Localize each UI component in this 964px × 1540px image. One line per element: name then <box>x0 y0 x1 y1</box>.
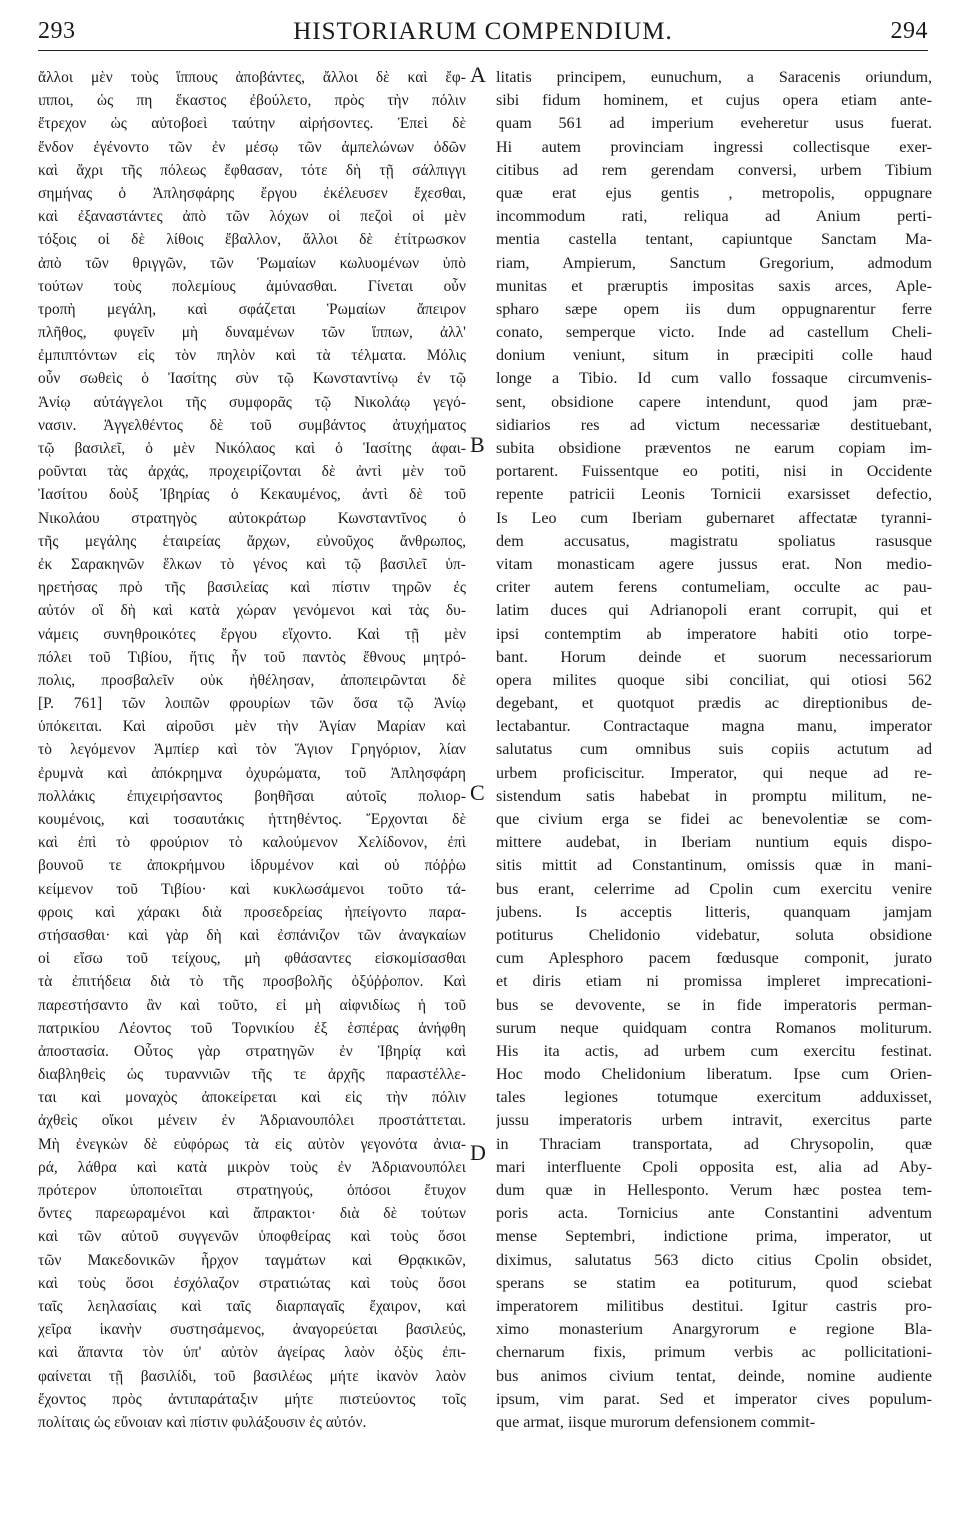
greek-line: σημήνας ὁ Ἀπλησφάρης ἔργου ἐκέλευσεν ἔχεσθαι, <box>38 184 466 202</box>
greek-line: τῶν Μακεδονικῶν ἦρχον ταγμάτων καὶ Θρᾳκικῶν, <box>38 1251 466 1269</box>
latin-line: quæ erat ejus gentis , metropolis, oppugnare <box>496 184 932 202</box>
greek-line: διαβληθεὶς ὡς τυραννιῶν τῆς τε ἀρχῆς παραστέλλε- <box>38 1066 466 1084</box>
greek-line: ἔτρεχον ὡς αὐτοβοεὶ ταύτην αἱρήσοντες. Ἐπεὶ δὲ <box>38 115 466 133</box>
latin-line: Is Leo cum Iberiam gubernaret affectatæ tyranni- <box>496 509 932 527</box>
latin-line: sent, obsidione capere intendunt, quod jam præ- <box>496 393 932 411</box>
greek-line: ται καὶ μοναχὸς ἀποκείρεται καὶ εἰς τὴν πόλιν <box>38 1089 466 1107</box>
greek-line: Νικολάου στρατηγὸς αὐτοκράτωρ Κωνσταντῖνος ὁ <box>38 509 466 527</box>
latin-line: lectabantur. Contractaque magna manu, imperator <box>496 718 932 736</box>
latin-line: ipsum, vim parat. Sed et imperator cives populum- <box>496 1390 932 1408</box>
latin-line: jussu imperatoris urbem intravit, exercitus parte <box>496 1112 932 1130</box>
latin-text-column <box>496 66 932 1434</box>
greek-line: πόλει τοῦ Τιβίου, ἥτις ἦν τοῦ παντὸς ἔθνους μητρό- <box>38 648 466 666</box>
greek-line: τροπὴ μεγάλη, καὶ σφάζεται Ῥωμαίων ἄπειρον <box>38 300 466 318</box>
latin-line: sibi fidum hominem, et cujus opera etiam ante- <box>496 92 932 110</box>
latin-line: Hi autem provinciam ingressi collectisque exer- <box>496 138 932 156</box>
greek-line: τὰ ἐπιτήδεια διὰ τὸ τῆς προσβολῆς ὀξύῤῥοπον. Καὶ <box>38 973 466 991</box>
greek-line: ἐμπιπτόντων εἰς τὸν πηλὸν καὶ τὰ τέλματα. Μόλις <box>38 347 466 365</box>
latin-line: sistendum satis habebat in promptu militum, ne- <box>496 787 932 805</box>
greek-line: ροῦνται τὰς ἀρχάς, προχειρίζονται δὲ ἀντὶ μὲν τοῦ <box>38 463 466 481</box>
latin-line: incommodum rati, reliqua ad Anium perti- <box>496 208 932 226</box>
running-title: HISTORIARUM COMPENDIUM. <box>293 18 673 45</box>
greek-line: πρότερον ὑποποιεῖται στρατηγούς, ὁπόσοι ἔτυχον <box>38 1182 466 1199</box>
latin-line: His ita actis, ad urbem cum exercitu festinat. <box>496 1042 932 1060</box>
latin-line: urbem proficiscitur. Imperator, qui neque ad re- <box>496 764 932 782</box>
latin-line: tales legiones totumque exercitum adduxisset, <box>496 1089 932 1107</box>
greek-line: παρεστήσαντο ἂν καὶ τοῦτο, εἰ μὴ αἰφνιδίως ἡ τοῦ <box>38 996 466 1014</box>
latin-line: dem accusatus, magistratu spoliatus rasusque <box>496 532 932 550</box>
greek-line: πατρικίου Λέοντος τοῦ Τορνικίου ἐξ ἑσπέρας ἀνήφθη <box>38 1019 466 1037</box>
latin-line: et diris etiam ni promissa impleret imprecationi- <box>496 973 932 991</box>
latin-line: repente patricii Leonis Tornicii exarsisset defectio, <box>496 486 932 504</box>
margin-marker-b: B <box>470 432 485 457</box>
latin-line: que civium erga se fidei ac benevolentiæ se com- <box>496 811 932 828</box>
page-number-right: 294 <box>890 18 928 44</box>
latin-line: que armat, iisque murorum defensionem commit- <box>496 1413 816 1431</box>
greek-line: αὐτόν οἳ δὴ καὶ κατὰ χώραν γενόμενοι καὶ τὰς δυ- <box>38 602 466 620</box>
greek-line: χεῖρα ἱκανὴν συστησάμενος, ἀναγορεύεται βασιλεύς, <box>38 1321 466 1339</box>
greek-line: καὶ τῶν αὐτοῦ συγγενῶν ὑποφθείρας καὶ τοὺς ὅσοι <box>38 1228 466 1246</box>
greek-line: ἐρυμνὰ καὶ ἀπόκρημνα ὀχυρώματα, τοῦ Ἀπλησφάρη <box>38 764 466 782</box>
latin-line: potiturus Chelidonio videbatur, soluta obsidione <box>496 926 932 944</box>
latin-line: bus animos civium tentat, deinde, nomine audiente <box>496 1367 932 1385</box>
latin-line: litatis principem, eunuchum, a Saracenis oriundum, <box>496 69 932 86</box>
greek-line: τόξοις οἱ δὲ λίθοις ἔβαλλον, ἄλλοι δὲ ἐτίτρωσκον <box>38 231 466 249</box>
greek-line: οὖν σωθεὶς ὁ Ἰασίτης σὺν τῷ Κωνσταντίνῳ ἐν τῷ <box>38 370 466 388</box>
greek-line: καὶ ἅπαντα τὸν ὑπ' αὐτὸν ἀγείρας λαὸν ὀξὺς ἐπι- <box>38 1344 466 1362</box>
greek-line: ἄλλοι μὲν τοὺς ἵππους ἀποβάντες, ἄλλοι δὲ καὶ ἔφ- <box>38 69 466 86</box>
latin-line: cum Aplesphoro pacem fœdusque componit, jurato <box>496 950 932 968</box>
greek-line: φροις καὶ χάρακι διὰ προσεδρείας ἠπείγοντο παρα- <box>38 903 466 921</box>
greek-line: βουνοῦ τε ἀποκρήμνου ἱδρυμένον καὶ οὐ πόῤῥω <box>38 857 466 875</box>
greek-line: πλῆθος, φυγεῖν μὴ δυναμένων τῶν ἵππων, ἀλλ' <box>38 324 466 342</box>
latin-line: poris acta. Tornicius ante Constantini adventum <box>496 1205 932 1223</box>
latin-line: bant. Horum deinde et suorum necessariorum <box>496 648 932 666</box>
latin-line: quam 561 ad imperium eveheretur usus fuerat. <box>496 115 932 133</box>
greek-line: ἀποστασία. Οὗτος γὰρ στρατηγῶν ἐν Ἰβηρίᾳ καὶ <box>38 1042 466 1060</box>
latin-line: criter autem ferens contumeliam, occulte ac pau- <box>496 579 932 597</box>
greek-line: ἐκ Σαρακηνῶν ἕλκων τὸ γένος καὶ τῷ βασιλεῖ ὑπ- <box>38 555 466 573</box>
latin-line: opera milites quoque sibi conciliat, qui otiosi 562 <box>496 671 932 689</box>
latin-line: mittere audebat, in Iberiam nuntium equis dispo- <box>496 834 932 852</box>
latin-line: munitas et præruptis impositas saxis arces, Aple- <box>496 277 932 295</box>
latin-line: portarent. Fuissentque eo potiti, nisi in Occidente <box>496 463 932 481</box>
latin-line: degebant, et quotquot prædis ac direptionibus de- <box>496 695 932 713</box>
greek-line: ἔχοντος πρὸς ἀντιπαράταξιν μήτε πιστεύοντος τοῖς <box>38 1390 466 1408</box>
latin-line: bus erant, celerrime ad Cpolin cum exercitu venire <box>496 880 932 898</box>
greek-line: ἔνδον ἐγένοντο τῶν ἐν μέσῳ τῶν ἀμπελώνων ὁδῶν <box>38 138 466 156</box>
latin-line: imperatorem militibus destitui. Igitur castris pro- <box>496 1297 932 1315</box>
greek-line: ὑπόκειται. Καὶ αἱροῦσι μὲν τὴν Ἁγίαν Μαρίαν καὶ <box>38 718 466 736</box>
greek-line: ρά, λάθρα καὶ κατὰ μικρὸν τοὺς ἐν Ἀδριανουπόλει <box>38 1158 466 1176</box>
latin-line: latim duces qui Adrianopoli erant corrupit, qui et <box>496 602 932 620</box>
latin-line: in Thraciam transportata, ad Chrysopolin, quæ <box>496 1135 932 1153</box>
latin-line: donium veniunt, situm in præcipiti colle haud <box>496 347 932 365</box>
greek-line: πολίταις ὡς εὔνοιαν καὶ πίστιν φυλάξουσιν ἐς αὐτόν. <box>38 1413 367 1431</box>
greek-line: ἀχθεὶς οἴκοι μένειν ἐν Ἀδριανουπόλει προστάττεται. <box>38 1112 466 1130</box>
greek-line: καὶ ἐξαναστάντες ἀπὸ τῶν λόχων οἱ πεζοὶ οἱ μὲν <box>38 208 466 226</box>
greek-line: ὄντες παρεωραμένοι καὶ ἄπρακτοι· διὰ δὲ τούτων <box>38 1205 466 1223</box>
greek-line: Ἀνίῳ αὐτάγγελοι τῆς συμφορᾶς τῷ Νικολάῳ γεγό- <box>38 393 466 411</box>
latin-line: mense Septembri, indictione prima, imperator, ut <box>496 1228 932 1246</box>
header-rule <box>38 50 928 51</box>
greek-line: κουμένοις, καὶ τοσαυτάκις ἡττηθέντος. Ἔρχονται δὲ <box>38 811 466 828</box>
latin-line: vitam monasticam agere jussus erat. Non medio- <box>496 555 932 573</box>
greek-line: τὸ λεγόμενον Ἀμπίερ καὶ τὸν Ἅγιον Γρηγόριον, λίαν <box>38 741 466 759</box>
latin-line: sidiarios res ad victum necessariæ destituebant, <box>496 416 932 434</box>
latin-line: mentia castella tentant, capiuntque Sanctam Ma- <box>496 231 932 249</box>
greek-line: [P. 761] τῶν λοιπῶν φρουρίων τῶν ὅσα τῷ Ἀνίῳ <box>38 695 466 713</box>
latin-line: salutatus cum omnibus suis copiis actutum ad <box>496 741 932 759</box>
margin-marker-c: C <box>470 780 485 805</box>
greek-line: πολις, προσβαλεῖν οὐκ ἠθέλησαν, ἀποπειρῶνται δὲ <box>38 671 466 689</box>
latin-line: conato, semperque victo. Inde ad castellum Cheli- <box>496 324 932 342</box>
latin-line: mari interfluente Cpoli opposita est, alia ad Aby- <box>496 1158 932 1176</box>
greek-line: καὶ ἄχρι τῆς πόλεως ἔφθασαν, τότε δὴ τῇ σάλπιγγι <box>38 161 466 179</box>
latin-line: riam, Ampierum, Sanctum Gregorium, admodum <box>496 254 932 272</box>
latin-line: Hoc modo Chelidonium liberatum. Ipse cum Orien- <box>496 1066 932 1084</box>
margin-marker-a: A <box>470 62 486 87</box>
page-number-left: 293 <box>38 18 76 44</box>
latin-line: spharo sæpe opem iis dum oppugnarentur ferre <box>496 300 932 318</box>
latin-line: jubens. Is acceptis litteris, quanquam jamjam <box>496 903 932 921</box>
latin-line: chernarum fixis, primum verbis ac pollicitationi- <box>496 1344 932 1362</box>
greek-line: στήσασθαι· καὶ γὰρ δὴ καὶ ἐσπάνιζον τῶν ἀναγκαίων <box>38 926 466 944</box>
latin-line: sperans se statim ea potiturum, quod sciebat <box>496 1274 932 1292</box>
latin-line: diximus, salutatus 563 dicto citius Cpolin obsidet, <box>496 1251 932 1269</box>
greek-line: νάμεις συνηθροικότες ἔργου εἴχοντο. Καὶ τῇ μὲν <box>38 625 466 643</box>
latin-line: dum quæ in Hellesponto. Verum hæc postea tem- <box>496 1182 932 1199</box>
latin-line: ipsi contemptim ab imperatore habiti otio torpe- <box>496 625 932 643</box>
greek-line: ηρετήσας πρὸ τῆς βασιλείας καὶ πίστιν τηρῶν ἐς <box>38 579 466 597</box>
greek-line: ἀπὸ τῶν θριγγῶν, τῶν Ῥωμαίων κωλυομένων ὑπὸ <box>38 254 466 272</box>
latin-line: subita obsidione præventos ne earum copiam im- <box>496 440 932 457</box>
greek-line: ιπποι, ὡς πη ἕκαστος ἐβούλετο, πρὸς τὴν πόλιν <box>38 92 466 110</box>
greek-line: τῆς μεγάλης ἑταιρείας ἄρχων, εὐνοῦχος ἄνθρωπος, <box>38 532 466 550</box>
greek-line: φαίνεται τῇ βασιλίδι, τοῦ βασιλέως μήτε ἱκανὸν λαὸν <box>38 1367 466 1385</box>
greek-line: νασιν. Ἀγγελθέντος δὲ τοῦ συμβάντος ἀτυχήματος <box>38 416 466 434</box>
latin-line: ximo monasterium Anargyrorum e regione Bla- <box>496 1321 932 1339</box>
greek-line: οἱ εἴσω τοῦ τείχους, μὴ φθάσαντες εἰσκομίσασθαι <box>38 950 466 968</box>
greek-line: Ἰασίτου δοὺξ Ἰβηρίας ὁ Κεκαυμένος, ἀντὶ δὲ τοῦ <box>38 486 466 504</box>
greek-line: ταῖς λεηλασίαις καὶ ταῖς διαρπαγαῖς ἔχαιρον, καὶ <box>38 1297 466 1315</box>
greek-line: πολλάκις ἐπιχειρήσαντος βοηθῆσαι αὐτοῖς πολιορ- <box>38 787 466 805</box>
margin-marker-d: D <box>470 1140 486 1165</box>
greek-line: τούτων τοὺς πολεμίους ἀμύνασθαι. Γίνεται οὖν <box>38 277 466 295</box>
page-header <box>38 18 928 52</box>
latin-line: sitis mittit ad Constantinum, omissis quæ in mani- <box>496 857 932 875</box>
latin-line: bus se devovente, se in fide imperatoris perman- <box>496 996 932 1014</box>
greek-text-column <box>38 66 466 1434</box>
greek-line: καὶ ἐπὶ τὸ φρούριον τὸ καλούμενον Χελίδονον, ἐπὶ <box>38 834 466 852</box>
greek-line: Μὴ ἐνεγκὼν δὲ εὐφόρως τὰ εἰς αὐτὸν γεγονότα ἀνια- <box>38 1135 466 1153</box>
greek-line: τῷ βασιλεῖ, ὁ μὲν Νικόλαος καὶ ὁ Ἰασίτης ἀφαι- <box>38 440 466 457</box>
latin-line: surum neque quidquam contra Romanos moliturum. <box>496 1019 932 1037</box>
greek-line: καὶ τοὺς ὅσοι ἐσχόλαζον στρατιώτας καὶ τοὺς ὅσοι <box>38 1274 466 1292</box>
greek-line: κείμενον τοῦ Τιβίου· καὶ κυκλωσάμενοι τοῦτο τά- <box>38 880 466 898</box>
latin-line: longe a Tibio. Id cum vallo fossaque circumvenis- <box>496 370 932 388</box>
latin-line: citibus ad rem gerendam conversi, urbem Tibium <box>496 161 932 179</box>
